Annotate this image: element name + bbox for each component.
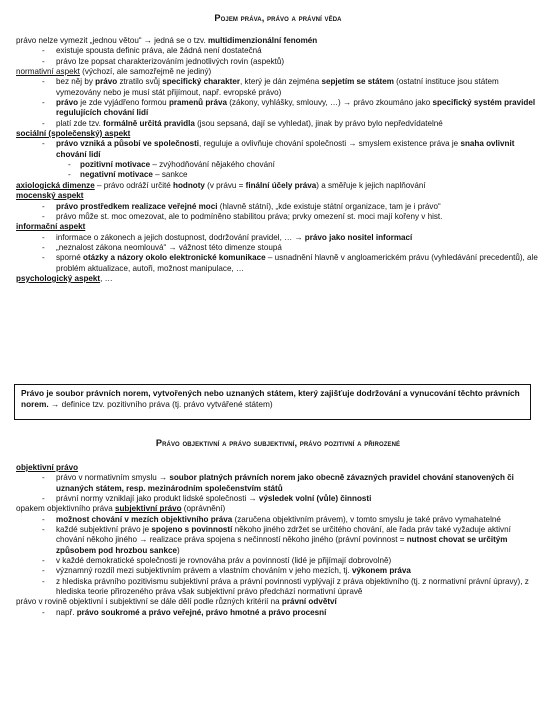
text-span: spojeno s povinností <box>151 525 233 535</box>
intro-line <box>16 36 540 46</box>
text-span: – právo odráží určité <box>94 180 173 190</box>
item-text <box>56 253 540 274</box>
section-1-body <box>16 36 540 284</box>
bullet-dash: - <box>68 160 71 170</box>
list-item <box>16 160 540 170</box>
item-text <box>56 233 540 243</box>
text-span: např. <box>56 607 77 617</box>
text-span: právní normy vzniklají jako produkt lidské společnosti → <box>56 494 259 504</box>
text-span: je zde vyjádřeno formou <box>78 98 169 108</box>
section-title-1: Pojem práva, právo a právní věda <box>214 13 342 23</box>
text-span: finální účely práva <box>245 180 317 190</box>
text-span: – sankce <box>152 170 188 180</box>
text-span: – zvýhodňování nějakého chování <box>150 160 275 170</box>
text-span: , reguluje a ovlivňuje chování společnosti → smyslem existence práva je <box>199 139 461 149</box>
text-span: subjektivní právo <box>114 504 182 514</box>
bullet-dash: - <box>42 253 45 263</box>
definition-box <box>14 384 531 420</box>
list-item <box>16 212 540 222</box>
list-item <box>16 202 540 212</box>
text-span: právo soukromé a právo veřejné, právo hmotné a právo procesní <box>76 607 327 617</box>
section-title-2: Právo objektivní a právo subjektivní, právo pozitivní a přirozené <box>155 438 401 448</box>
item-text <box>56 473 540 494</box>
bullet-dash: - <box>68 170 71 180</box>
text-span: právo vzniká a působí ve společnosti <box>56 139 200 149</box>
section-2-body <box>16 463 540 618</box>
text-span: , který je dán zejména <box>240 77 322 87</box>
heading-socialni <box>16 129 540 139</box>
rovina-line <box>16 597 540 607</box>
text-span: normativní aspekt <box>16 67 80 77</box>
text-span: výkonem práva <box>351 566 411 576</box>
text-span: každé subjektivní právo je <box>56 525 152 535</box>
text-span: pozitivní motivace <box>80 160 151 170</box>
text-span: formálně určitá pravidla <box>103 118 195 128</box>
item-text <box>56 98 540 119</box>
text-span: – usnadnění hlavně v angloamerickém právu (vyhledávání precedentů), ale problém aktualizace, autoři, možnost manipulace, … <box>56 253 538 273</box>
opak-line <box>16 504 540 514</box>
item-text <box>56 566 540 576</box>
heading-informacni <box>16 222 540 232</box>
heading-objektivni <box>16 463 540 473</box>
item-text <box>80 170 540 180</box>
text-span: objektivní právo <box>16 463 79 472</box>
text-span: negativní motivace <box>80 170 153 180</box>
text-span: snaha ovlivnit chování lidí <box>56 139 515 159</box>
list-item <box>16 98 540 119</box>
item-text <box>56 119 540 129</box>
bullet-dash: - <box>42 46 45 56</box>
text-span: v každé demokratické společnosti je rovnováha práv a povinností (lidé je přijímají dobrovolně) <box>56 556 392 566</box>
text-span: (zákony, vyhlášky, smlouvy, …) → právo zkoumáno jako <box>226 98 433 108</box>
text-span: sociální (společenský) aspekt <box>16 129 131 139</box>
text-span: (výchozí, ale samozřejmě ne jediný) <box>79 67 212 77</box>
text-span: ztratilo svůj <box>117 77 163 87</box>
text-span: (oprávnění) <box>181 504 226 514</box>
list-item <box>16 515 540 525</box>
text-span: soubor platných právních norem jako obecně závazných pravidel chování stanovených či uznaných státem, resp. mezinárodním společenstvím států <box>56 473 514 493</box>
bullet-dash: - <box>42 473 45 483</box>
text-span: (v právu = <box>204 180 246 190</box>
bullet-dash: - <box>42 607 45 617</box>
item-text <box>16 67 540 77</box>
definition-text: Právo je soubor právních norem, vytvořených nebo uznaných státem, který zajišťuje dodržování a vynucování těchto právních norem. <box>21 388 520 409</box>
bullet-dash: - <box>42 525 45 535</box>
bullet-dash: - <box>42 494 45 504</box>
text-span: právo v normativním smyslu → <box>56 473 170 483</box>
bullet-dash: - <box>42 576 45 586</box>
text-span: (jsou sepsaná, dají se vyhledat), jinak by právo bylo nepředvídatelné <box>194 118 443 128</box>
text-span: → definice tzv. pozitivního práva (tj. právo vytvářené státem) <box>48 399 273 409</box>
text-span: právo v rovině objektivní i subjektivní se dále dělí podle různých kritérií na <box>16 597 282 607</box>
text-span: psychologický aspekt <box>16 273 101 283</box>
item-text <box>16 597 540 607</box>
text-span: (ostatní instituce jsou státem vymezovány nebo je musí stát přijímout, např. evropské právo) <box>56 77 499 97</box>
heading-axiologicka <box>16 181 540 191</box>
text-span: výsledek volní (vůle) činnosti <box>258 494 372 504</box>
item-text <box>56 608 540 618</box>
text-span: specifický charakter <box>162 77 241 87</box>
text-span: bez něj by <box>56 77 96 87</box>
text-span: pramenů práva <box>168 98 227 108</box>
text-span: platí zde tzv. <box>56 118 104 128</box>
text-span: právo lze popsat charakterizováním jednotlivých rovin (aspektů) <box>56 56 285 66</box>
list-item <box>16 170 540 180</box>
list-item <box>16 566 540 576</box>
text-span: specifický systém pravidel regulujících chování lidí <box>56 98 536 118</box>
text-span: z hlediska právního pozitivismu subjektivní práva a právní povinnosti vyplývají z práva objektivního (tj. z normativní právní úpravy), z hlediska teorie přirozeného práva však subjektivní právo předchází normativní úpravě <box>56 576 529 597</box>
list-item <box>16 494 540 504</box>
text-span: existuje spousta definic práva, ale žádná není dostatečná <box>56 46 262 56</box>
list-item <box>16 556 540 566</box>
text-span: sepjetím se státem <box>321 77 394 87</box>
bullet-dash: - <box>42 566 45 576</box>
list-item <box>16 577 540 598</box>
bullet-dash: - <box>42 201 45 211</box>
text-span: nutnost chovat se určitým způsobem pod hrozbou sankce <box>56 535 508 555</box>
item-text <box>56 494 540 504</box>
bullet-dash: - <box>42 98 45 108</box>
text-span: otázky a názory okolo elektronické komunikace <box>83 253 266 263</box>
item-text <box>16 274 540 284</box>
item-text <box>16 181 540 191</box>
item-text <box>56 202 540 212</box>
bullet-dash: - <box>42 242 45 252</box>
text-span: právo jako nositel informací <box>304 232 413 242</box>
list-item <box>16 473 540 494</box>
heading-normativni <box>16 67 540 77</box>
text-span: právo může st. moc omezovat, ale to podmíněno stabilitou práva; prvky omezení st. moci mají kořeny v hist. <box>56 211 443 221</box>
text: právo nelze vymezit „jednou větou“ → jedná se o tzv. <box>16 36 208 45</box>
text-span: někoho jiného zdržet se určitého chování, ale řada práv také vyžaduje aktivní chování někoho jiného → realizace práva spojena s nečinností někoho jiného (právní povinnost = <box>56 525 511 545</box>
item-text <box>56 139 540 160</box>
text-span: hodnoty <box>173 180 205 190</box>
list-item <box>16 77 540 98</box>
text-span: , … <box>100 273 113 283</box>
bullet-dash: - <box>42 232 45 242</box>
list-item <box>16 243 540 253</box>
text-span: možnost chování v mezích objektivního práva <box>56 514 233 524</box>
heading-psychologicky <box>16 274 540 284</box>
heading-mocensky <box>16 191 540 201</box>
text-span: (zaručena objektivním právem), v tomto smyslu je také právo vymahatelné <box>232 514 501 524</box>
text-span: sporné <box>56 253 83 263</box>
text-bold: multidimenzionální fenomén <box>207 36 318 45</box>
item-text <box>16 504 540 514</box>
text-span: ) a směřuje k jejich naplňování <box>316 180 426 190</box>
bullet-dash: - <box>42 211 45 221</box>
text-span: „neznalost zákona neomlouvá“ → vážnost této dimenze stoupá <box>56 242 282 252</box>
bullet-dash: - <box>42 514 45 524</box>
list-item <box>16 46 540 56</box>
bullet-dash: - <box>42 139 45 149</box>
list-item <box>16 139 540 160</box>
list-item <box>16 253 540 274</box>
bullet-dash: - <box>42 77 45 87</box>
text-span: právní odvětví <box>281 597 337 607</box>
item-text <box>56 77 540 98</box>
text-span: významný rozdíl mezi subjektivním právem a vlastním chováním v jeho mezích, tj. <box>56 566 352 576</box>
text-span: informační aspekt <box>16 222 86 232</box>
list-item <box>16 119 540 129</box>
text-span: právo <box>95 77 118 87</box>
text-span: opakem objektivního práva <box>16 504 115 514</box>
list-item <box>16 57 540 67</box>
list-item <box>16 608 540 618</box>
list-item <box>16 525 540 556</box>
item-text <box>56 525 540 556</box>
bullet-dash: - <box>42 118 45 128</box>
text-span: mocenský aspekt <box>16 191 84 201</box>
text-span: právo prostředkem realizace veřejné moci <box>56 201 218 211</box>
item-text <box>56 515 540 525</box>
bullet-dash: - <box>42 56 45 66</box>
text-span: axiologická dimenze <box>16 180 95 190</box>
text-span: právo <box>56 98 79 108</box>
bullet-dash: - <box>42 556 45 566</box>
item-text <box>16 36 540 46</box>
text-span: informace o zákonech a jejich dostupnost, dodržování pravidel, … → <box>56 232 305 242</box>
item-text <box>80 160 540 170</box>
text-span: (hlavně státní), „kde existuje státní organizace, tam je i právo“ <box>217 201 441 211</box>
text-span: ) <box>176 545 180 555</box>
list-item <box>16 233 540 243</box>
